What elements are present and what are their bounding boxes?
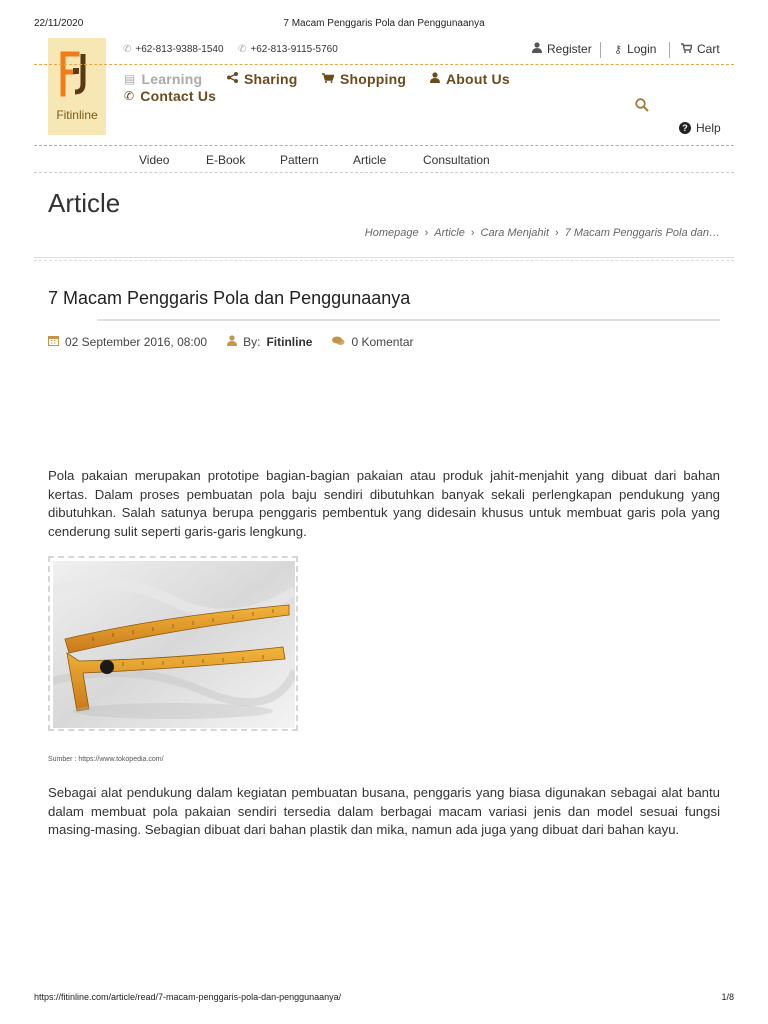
nav-shopping[interactable] <box>322 71 406 87</box>
nav-contact-label: Contact Us <box>140 88 217 104</box>
phone-icon: ✆ <box>124 89 135 103</box>
cart-link[interactable] <box>681 42 720 56</box>
article-paragraph-1: Pola pakaian merupakan prototipe bagian-bagian pakaian atau produk jahit-menjahit yang dibuat dari bahan kertas. Dalam proses pembuatan pola baju sendiri dibutuhkan banyak sekali perlengkapan pendukung yang dibutuhkan. Salah satunya berupa penggaris pembentuk yang didesain khusus untuk membuat garis pola yang cenderung sulit seperti garis-garis lengkung. <box>48 468 720 540</box>
breadcrumb-category[interactable]: Cara Menjahit <box>480 227 550 239</box>
phone-2-number: +62-813-9115-5760 <box>250 44 338 55</box>
breadcrumb <box>365 227 720 239</box>
subnav-divider <box>34 172 734 173</box>
nav-divider <box>34 145 734 146</box>
user-icon <box>532 42 542 56</box>
divider <box>669 42 670 58</box>
article-paragraph-2: Sebagai alat pendukung dalam kegiatan pembuatan busana, penggaris yang biasa digunakan sebagai alat bantu dalam membuat pola pakaian sendiri tersedia dalam berbagai macam variasi jenis dan model sesuai fungsi masing-masing. Sebagian dibuat dari bahan plastik dan mika, namun ada juga yang dibuat dari bahan kayu. <box>48 785 720 838</box>
cart-label: Cart <box>697 42 720 56</box>
print-date: 22/11/2020 <box>34 18 84 29</box>
site-logo[interactable] <box>48 38 106 135</box>
cart-icon <box>322 72 334 86</box>
image-caption: Sumber : https://www.tokopedia.com/ <box>48 756 164 763</box>
share-icon <box>227 72 238 86</box>
chevron-right-icon: › <box>555 227 559 239</box>
nav-sharing[interactable] <box>227 71 298 87</box>
article-image <box>48 556 298 731</box>
author-name[interactable]: Fitinline <box>266 335 313 349</box>
chevron-right-icon: › <box>470 227 475 239</box>
whatsapp-icon: ✆ <box>238 44 247 55</box>
article-date: 02 September 2016, 08:00 <box>65 335 208 349</box>
search-icon[interactable] <box>635 98 649 115</box>
phone-1-number: +62-813-9388-1540 <box>135 44 224 55</box>
login-label: Login <box>627 42 657 56</box>
subnav-ebook[interactable]: E-Book <box>206 153 246 167</box>
logo-mark-icon <box>57 50 97 98</box>
section-divider <box>34 257 734 261</box>
title-underline <box>98 319 720 321</box>
print-page-number: 1/8 <box>721 992 734 1002</box>
print-url: https://fitinline.com/article/read/7-macam-penggaris-pola-dan-penggunaanya/ <box>34 992 342 1002</box>
question-icon: ? <box>679 122 691 134</box>
book-icon: ▤ <box>124 72 136 86</box>
help-link[interactable] <box>679 121 721 135</box>
breadcrumb-homepage[interactable]: Homepage <box>364 227 419 239</box>
breadcrumb-current: 7 Macam Penggaris Pola dan… <box>564 227 720 239</box>
whatsapp-icon: ✆ <box>123 44 132 55</box>
calendar-icon <box>48 335 59 349</box>
section-title: Article <box>48 188 121 218</box>
pattern-ruler-photo <box>53 561 295 728</box>
key-icon: ⚷ <box>614 43 623 56</box>
nav-contact[interactable] <box>124 88 216 104</box>
header-divider <box>34 64 734 65</box>
nav-shopping-label: Shopping <box>340 71 407 87</box>
user-icon <box>430 72 440 86</box>
subnav-article[interactable]: Article <box>353 153 387 167</box>
register-link[interactable] <box>532 42 592 56</box>
comment-count[interactable]: 0 Komentar <box>351 335 414 349</box>
help-label: Help <box>696 121 721 135</box>
article-title: 7 Macam Penggaris Pola dan Penggunaanya <box>48 288 411 308</box>
breadcrumb-article[interactable]: Article <box>434 227 465 239</box>
phone-2[interactable] <box>238 44 338 55</box>
print-title: 7 Macam Penggaris Pola dan Penggunaanya <box>283 18 485 29</box>
comments-icon <box>332 336 345 349</box>
phone-1[interactable] <box>123 44 224 55</box>
nav-about[interactable] <box>430 71 510 87</box>
user-icon <box>227 335 237 349</box>
register-label: Register <box>547 42 592 56</box>
login-link[interactable] <box>614 42 656 56</box>
nav-learning[interactable] <box>124 71 202 87</box>
cart-icon <box>681 43 692 56</box>
subnav-pattern[interactable]: Pattern <box>280 153 319 167</box>
subnav-consultation[interactable]: Consultation <box>423 153 490 167</box>
logo-brand-text: Fitinline <box>56 108 98 122</box>
nav-about-label: About Us <box>446 71 510 87</box>
top-bar <box>120 42 734 60</box>
nav-sharing-label: Sharing <box>244 71 298 87</box>
chevron-right-icon: › <box>424 227 429 239</box>
subnav-video[interactable]: Video <box>139 153 170 167</box>
article-meta <box>48 335 414 349</box>
author-label: By: <box>243 335 261 349</box>
divider <box>600 42 601 58</box>
nav-learning-label: Learning <box>141 71 203 87</box>
